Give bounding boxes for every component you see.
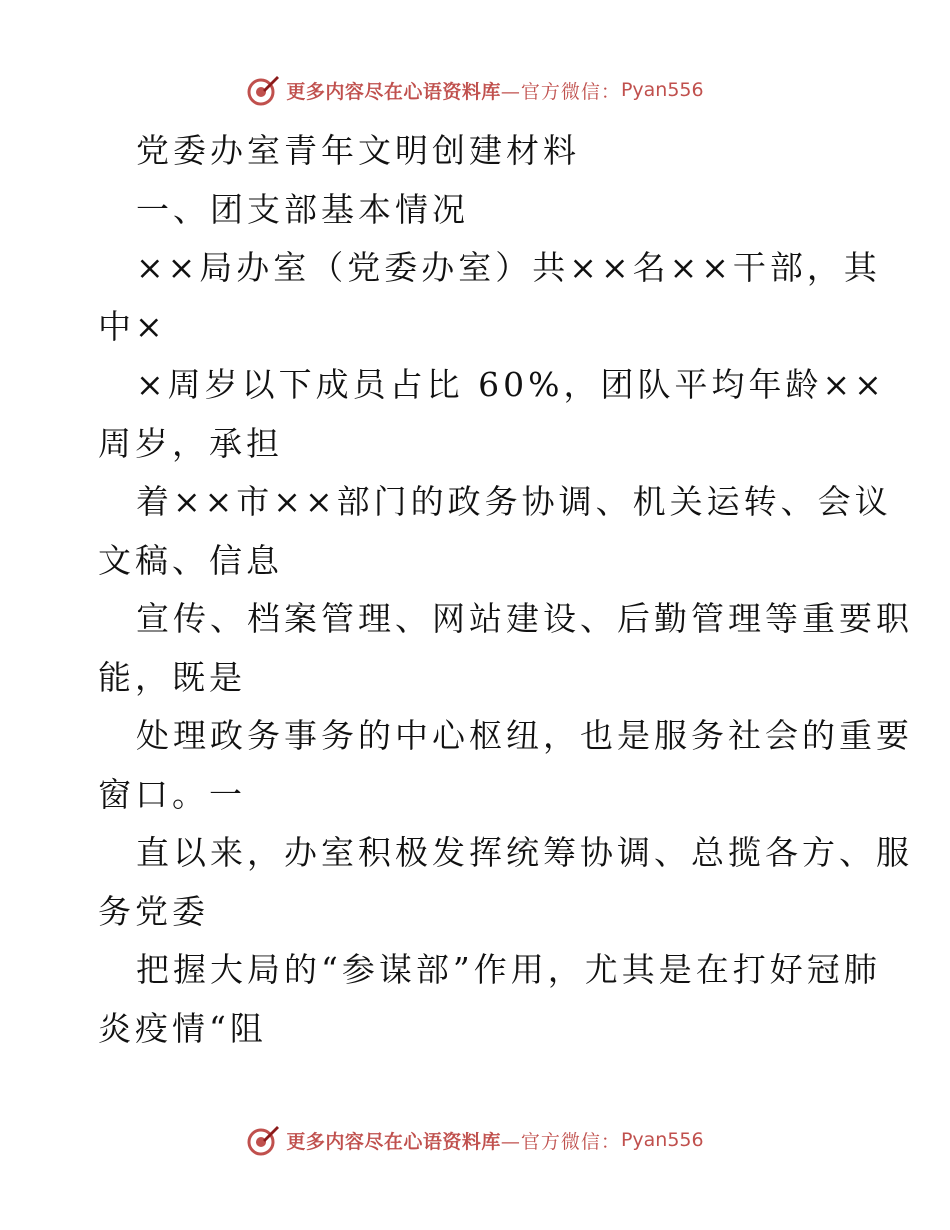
- text-line: 把握大局的“参谋部”作用，尤其是在打好冠肺: [136, 950, 881, 989]
- footer-watermark: [0, 1120, 950, 1160]
- text-line: 党委办室青年文明创建材料: [136, 131, 580, 170]
- text-line: 着××市××部门的政务协调、机关运转、会议: [136, 482, 892, 521]
- watermark-sub-text: —官方微信：: [500, 80, 621, 103]
- text-line: 能，既是: [98, 657, 246, 697]
- text-line: 处理政务事务的中心枢纽，也是服务社会的重要: [136, 716, 913, 755]
- pen-logo-icon: [246, 1123, 280, 1157]
- watermark-main-text: 更多内容尽在心语资料库: [286, 80, 501, 103]
- header-watermark: [0, 70, 950, 110]
- text-line: ××局办室（党委办室）共××名××干部，其: [136, 248, 881, 287]
- text-line: 宣传、档案管理、网站建设、后勤管理等重要职: [136, 599, 913, 638]
- watermark-id-text: Pyan556: [620, 79, 704, 101]
- text-line: ×周岁以下成员占比 60%，团队平均年龄××: [136, 365, 886, 404]
- watermark-main-text: 更多内容尽在心语资料库: [286, 1130, 501, 1153]
- text-line: 窗口。一: [98, 774, 246, 814]
- text-line: 中×: [98, 306, 167, 346]
- text-line: 直以来，办室积极发挥统筹协调、总揽各方、服: [136, 833, 913, 872]
- document-body: [98, 122, 913, 1058]
- text-line: 炎疫情“阻: [98, 1008, 267, 1048]
- pen-logo-icon: [246, 73, 280, 107]
- watermark-id-text: Pyan556: [620, 1129, 704, 1151]
- watermark-sub-text: —官方微信：: [500, 1130, 621, 1153]
- text-line: 务党委: [98, 891, 209, 931]
- text-line: 一、团支部基本情况: [136, 189, 469, 229]
- text-line: 文稿、信息: [98, 540, 283, 580]
- text-line: 周岁，承担: [98, 423, 283, 463]
